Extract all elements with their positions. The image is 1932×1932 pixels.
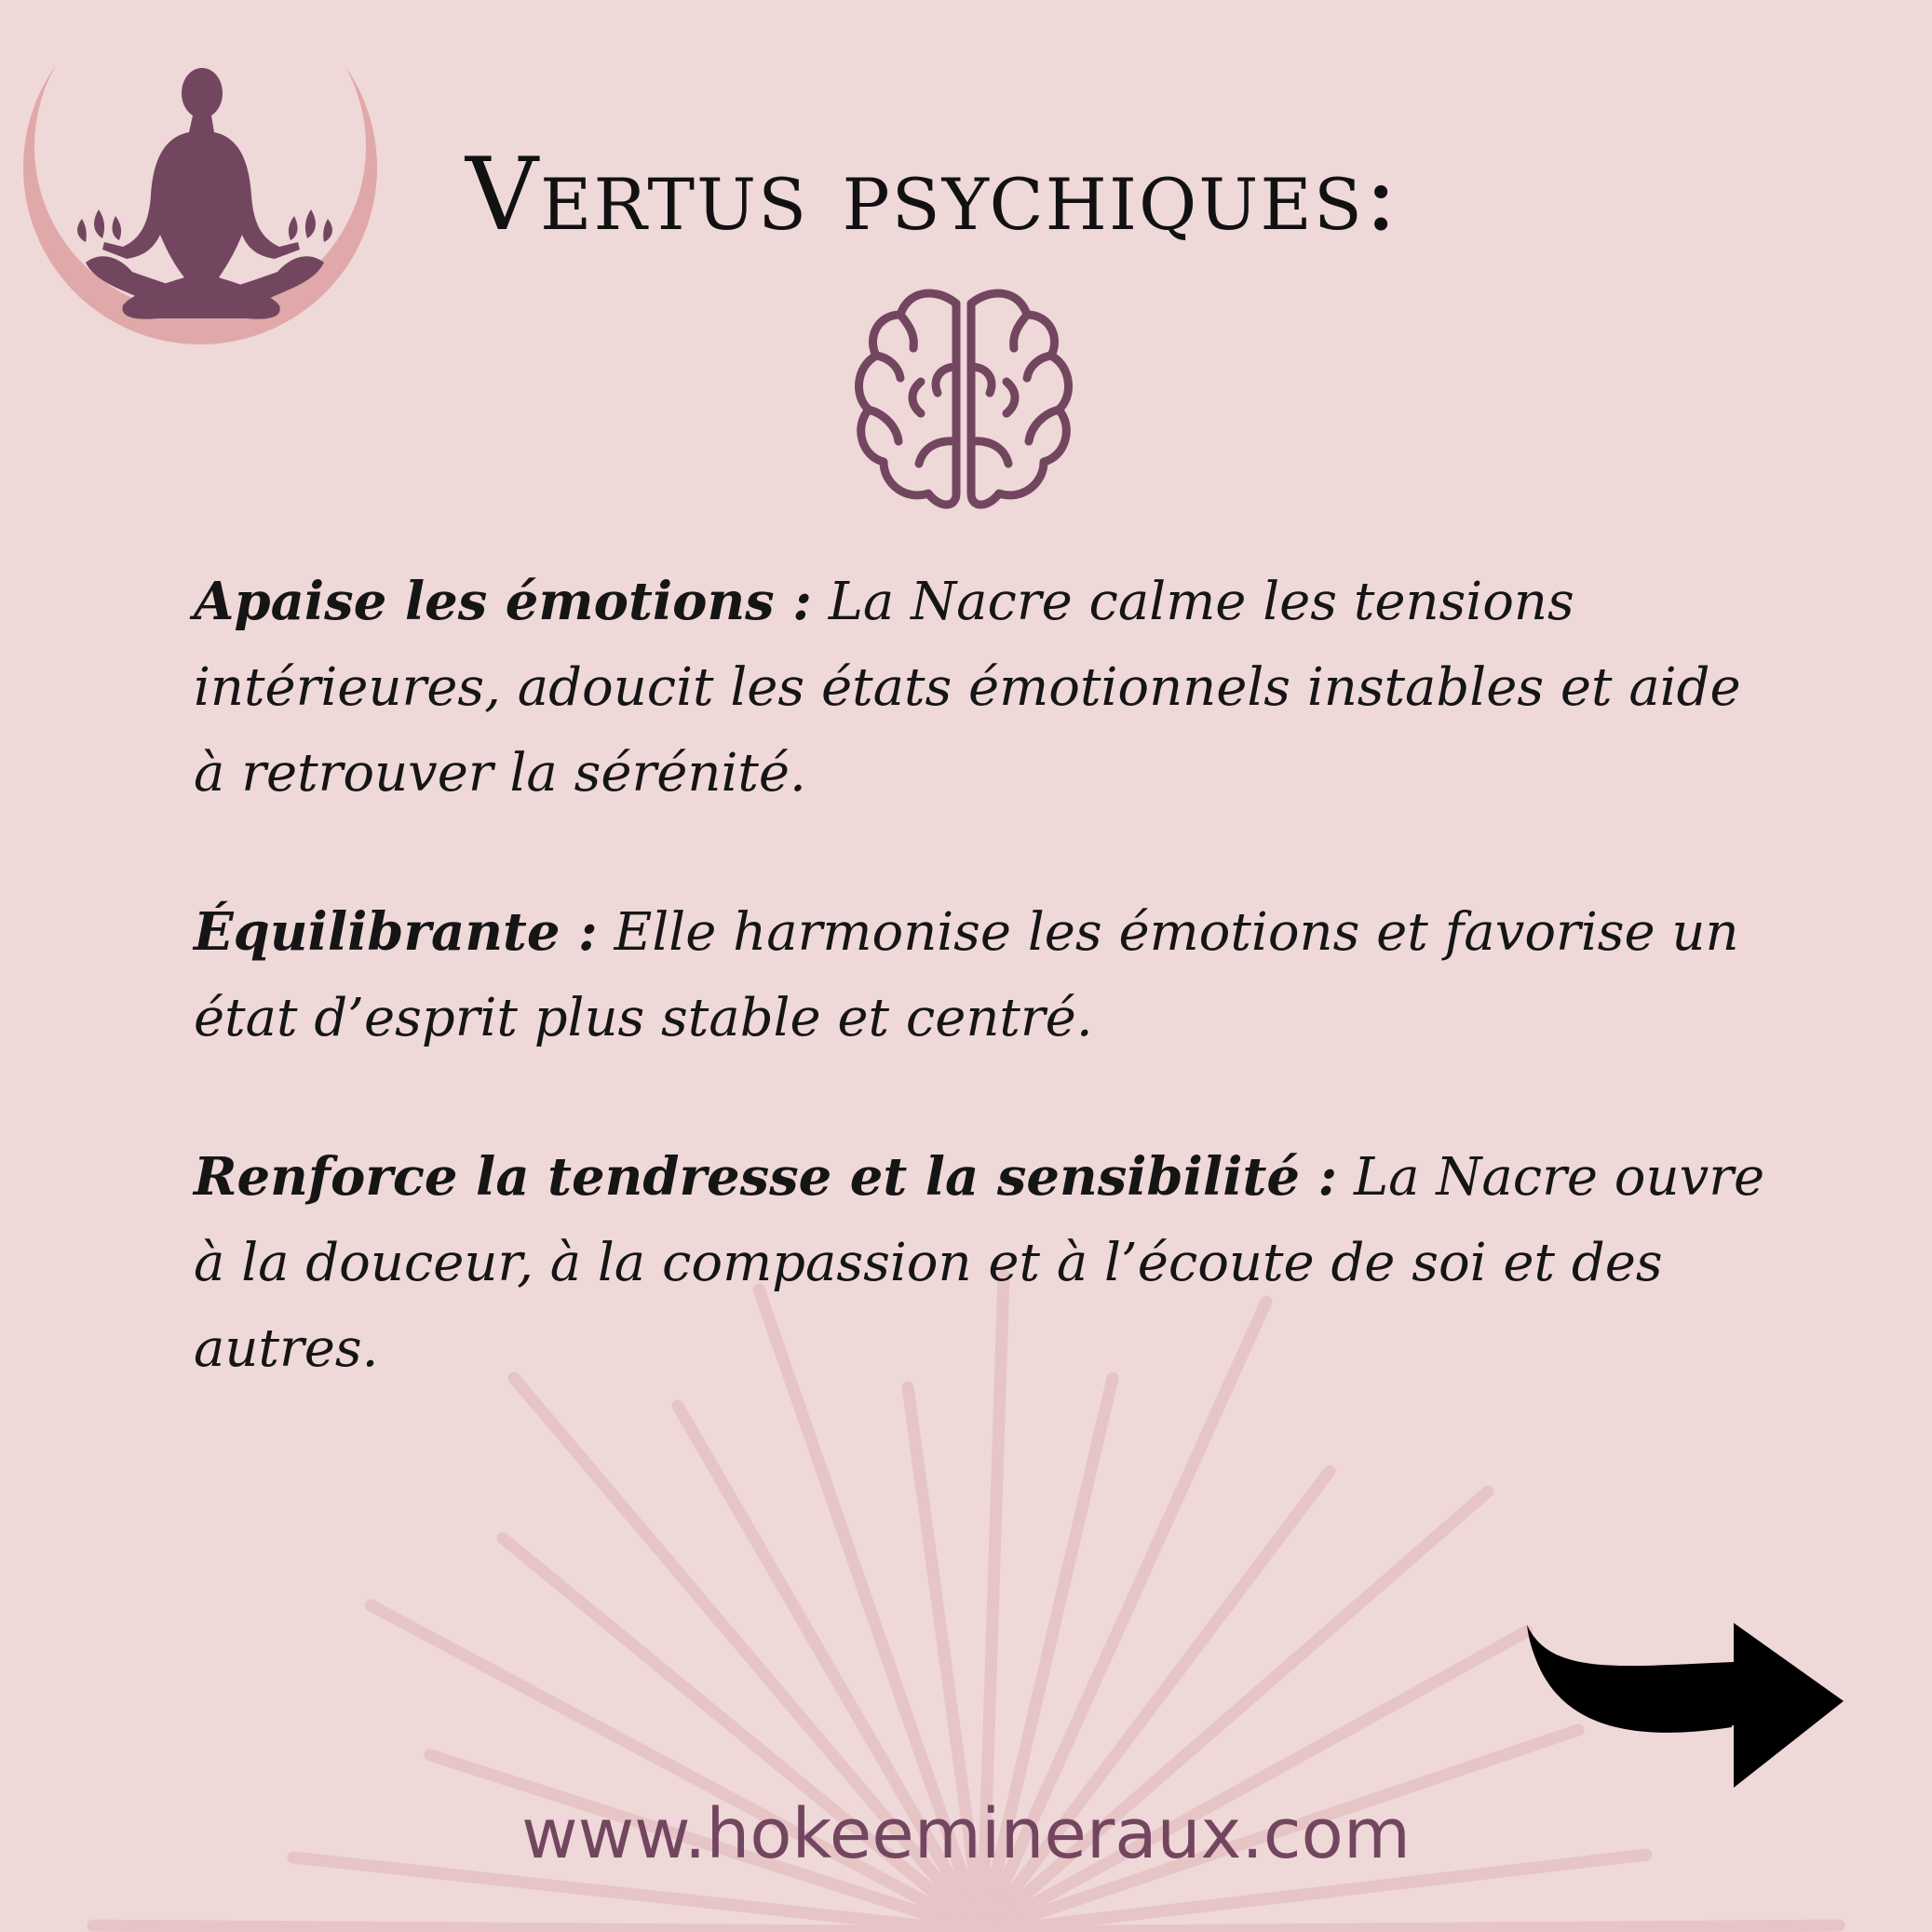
virtue-item bbox=[194, 559, 1777, 817]
virtue-text: La Nacre ouvre à la douceur, à la compassion et à l’écoute de soi et des autres. bbox=[194, 1147, 1765, 1379]
meditation-logo-icon bbox=[19, 56, 391, 382]
page-title: Vertus psychiques: bbox=[466, 137, 1400, 253]
virtue-text: La Nacre calme les tensions intérieures, adoucit les états émotionnels instables et aide à retrouver la sérénité. bbox=[194, 572, 1741, 804]
virtue-item bbox=[194, 1134, 1777, 1392]
virtue-item bbox=[194, 889, 1777, 1061]
website-link[interactable]: www.hokeemineraux.com bbox=[521, 1794, 1411, 1874]
curved-arrow-right-icon[interactable] bbox=[1518, 1615, 1853, 1797]
virtue-heading: Apaise les émotions : bbox=[194, 571, 812, 632]
virtue-text: Elle harmonise les émotions et favorise un état d’esprit plus stable et centré. bbox=[194, 902, 1739, 1048]
virtue-heading: Équilibrante : bbox=[194, 901, 598, 963]
virtues-list bbox=[194, 559, 1777, 1465]
virtue-heading: Renforce la tendresse et la sensibilité : bbox=[194, 1146, 1338, 1208]
brain-icon bbox=[843, 277, 1085, 520]
